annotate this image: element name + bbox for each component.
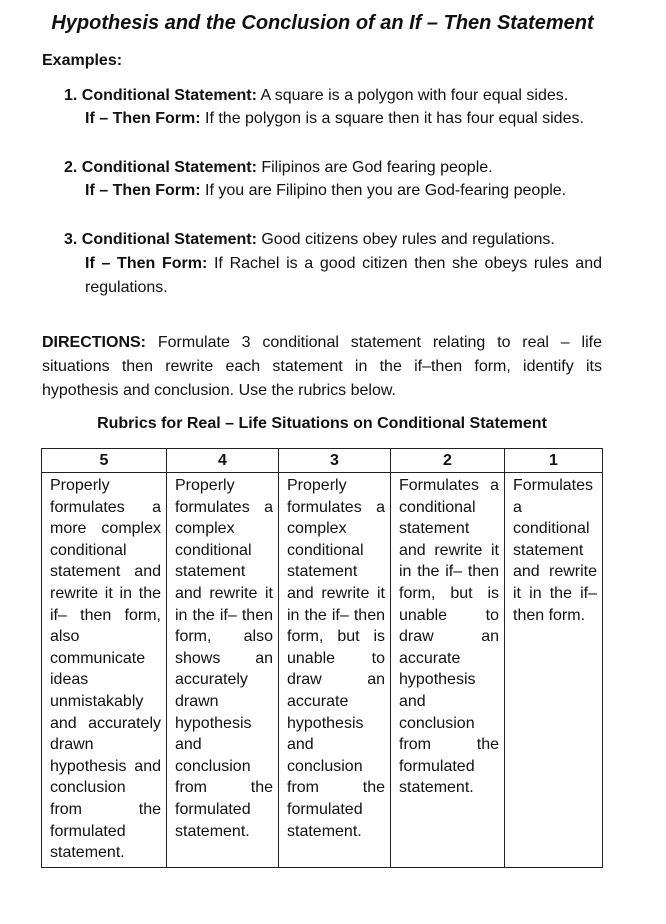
example-2-label: 2. Conditional Statement: xyxy=(64,159,257,176)
rubric-header-3: 3 xyxy=(279,449,391,473)
example-3-text: Good citizens obey rules and regulations. xyxy=(256,231,555,248)
page-title: Hypothesis and the Conclusion of an If – Then Statement xyxy=(51,12,594,34)
rubric-header-5: 5 xyxy=(42,449,167,473)
example-2-ifthen-label: If – Then Form: xyxy=(85,182,201,199)
rubric-table xyxy=(41,448,603,868)
example-3-label: 3. Conditional Statement: xyxy=(64,231,257,248)
examples-heading: Examples: xyxy=(42,52,123,69)
rubric-cell-3: Properly formulates a complex conditional statement and rewrite it in the if– then form, but is unable to draw an accurate hypothesis and conclusion from the formulated statement. xyxy=(279,473,391,868)
directions-paragraph xyxy=(42,331,602,403)
example-2-text: Filipinos are God fearing people. xyxy=(256,159,493,176)
example-3-ifthen xyxy=(85,252,602,299)
example-2-ifthen xyxy=(85,181,566,201)
directions-text: Formulate 3 conditional statement relating to real – life situations then rewrite each statement in the if–then form, identify its hypothesis and conclusion. Use the rubrics below. xyxy=(42,334,602,399)
example-2-statement xyxy=(64,158,493,178)
rubric-header-row xyxy=(42,449,603,473)
rubric-title: Rubrics for Real – Life Situations on Conditional Statement xyxy=(97,415,547,432)
example-2-ifthen-text: If you are Filipino then you are God-fearing people. xyxy=(200,182,567,199)
example-1-ifthen xyxy=(85,109,584,129)
rubric-cell-2: Formulates a conditional statement and rewrite it in the if– then form, but is unable to draw an accurate hypothesis and conclusion from the formulated statement. xyxy=(391,473,505,868)
example-3-statement xyxy=(64,230,555,250)
example-3-ifthen-label: If – Then Form: xyxy=(85,255,208,272)
rubric-header-2: 2 xyxy=(391,449,505,473)
directions-label: DIRECTIONS: xyxy=(42,334,146,351)
example-1-text: A square is a polygon with four equal sides. xyxy=(256,87,569,104)
rubric-header-4: 4 xyxy=(167,449,279,473)
example-3-ifthen-text: If Rachel is a good citizen then she obeys rules and regulations. xyxy=(85,255,602,296)
rubric-cell-4: Properly formulates a complex conditional statement and rewrite it in the if– then form, also shows an accurately drawn hypothesis and conclusion from the formulated statement. xyxy=(167,473,279,868)
example-1-statement xyxy=(64,86,568,106)
rubric-header-1: 1 xyxy=(505,449,603,473)
example-1-label: 1. Conditional Statement: xyxy=(64,87,257,104)
rubric-row xyxy=(42,473,603,868)
rubric-cell-5: Properly formulates a more complex conditional statement and rewrite it in the if– then form, also communicate ideas unmistakably and accurately drawn hypothesis and conclusion from the formulated statement. xyxy=(42,473,167,868)
example-1-ifthen-label: If – Then Form: xyxy=(85,110,201,127)
rubric-cell-1: Formulates a conditional statement and rewrite it in the if– then form. xyxy=(505,473,603,868)
example-1-ifthen-text: If the polygon is a square then it has four equal sides. xyxy=(200,110,584,127)
